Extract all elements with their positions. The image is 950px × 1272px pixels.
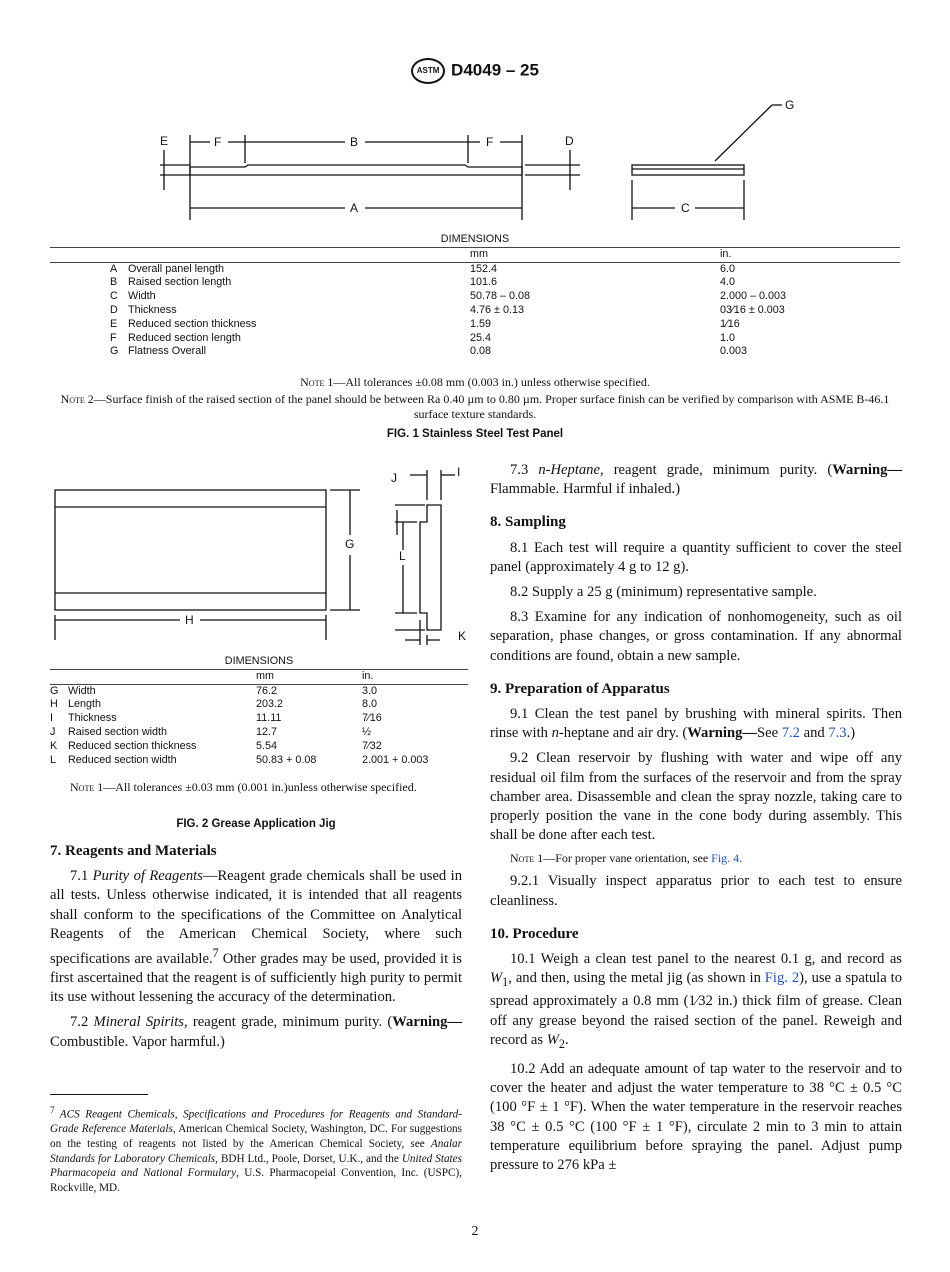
dimension-name: Width (128, 290, 156, 303)
value-in: 1.0 (720, 331, 736, 344)
dimension-name: Thickness (128, 303, 177, 316)
value-mm: 25.4 (470, 331, 492, 344)
text-run: —All tolerances ±0.03 mm (0.001 in.)unless otherwise specified. (103, 780, 417, 794)
text-run: , U.S. Pharmacopeial Convention, Inc. (USPC), Rockville, MD. (50, 1167, 462, 1194)
text-run: 9.2 Clean reservoir by flushing with water and wipe off any residual oil film from the surfaces of the reservoir and from the spray chamber area. Disassemble and clean the spray nozzle, taking care to properly position the vane in the cone body during assembly. This shall be done after each test. (490, 750, 902, 844)
value-mm: 203.2 (256, 698, 284, 711)
cross-reference-link[interactable]: 7.3 (828, 725, 847, 742)
text-run: 1 (502, 975, 509, 990)
value-mm: 76.2 (256, 684, 278, 697)
fig1-label: C (681, 201, 690, 215)
text-run: 7.1 (70, 868, 93, 885)
value-in: 4.0 (720, 276, 736, 289)
dimension-name: Reduced section length (128, 331, 241, 344)
text-run: —Surface finish of the raised section of the panel should be between Ra 0.40 µm to 0.80 µm. Proper surface finish can be verified by comparison with ASME B-46.1 surface texture standards. (93, 392, 890, 421)
fig2-caption: FIG. 2 Grease Application Jig (176, 818, 336, 830)
paragraph (50, 867, 462, 1007)
value-mm: 5.54 (256, 739, 278, 752)
fig1-note2 (50, 392, 900, 422)
text-run: . (564, 1031, 569, 1048)
value-mm: 50.78 – 0.08 (470, 290, 531, 303)
paragraph (490, 1060, 902, 1175)
fig2-drawing (45, 460, 475, 650)
text-run: 7.2 (70, 1014, 94, 1031)
dimension-name: Reduced section thickness (68, 739, 197, 752)
footnote-7 (50, 1104, 462, 1195)
footnote-rule (50, 1094, 148, 1095)
text-run: Purity of Reagents (92, 868, 203, 885)
text-run: 9.1 Clean the test panel by brushing with mineral spirits. Then rinse with (490, 706, 902, 742)
text-run: 8.3 Examine for any indication of nonhomogeneity, such as oil separation, phase changes, or gross contamination. If any abnormal conditions are found, obtain a new sample. (490, 609, 902, 664)
fig2-label: J (391, 471, 397, 485)
text-run: W (490, 970, 503, 987)
text-run: Analar Standards for Laboratory Chemicals (50, 1137, 462, 1165)
text-run: 9.2.1 Visually inspect apparatus prior to each test to ensure cleanliness. (490, 873, 902, 909)
dimension-name: Overall panel length (128, 262, 225, 275)
left-column (50, 842, 462, 1058)
value-in: 1⁄16 (720, 317, 740, 330)
dimension-row (50, 684, 468, 698)
unit-mm: mm (256, 669, 362, 684)
dimension-row (50, 698, 468, 712)
dimension-letter: B (110, 276, 118, 289)
dimension-row (50, 740, 468, 754)
fig1-drawing (150, 95, 810, 225)
value-in: ½ (362, 725, 372, 738)
dimension-letter: D (110, 303, 118, 316)
section-heading: 7. Reagents and Materials (50, 843, 217, 859)
value-mm: 50.83 + 0.08 (256, 753, 317, 766)
dimension-name: Reduced section thickness (128, 317, 257, 330)
text-run: and (799, 725, 829, 742)
dimension-row (50, 332, 900, 346)
paragraph (490, 461, 902, 499)
value-in: 0.003 (720, 345, 748, 358)
section-heading: 8. Sampling (490, 514, 566, 531)
dimension-row (50, 262, 900, 276)
paragraph (490, 950, 902, 1054)
cross-reference-link[interactable]: Fig. 4 (711, 851, 740, 866)
value-in: 2.000 – 0.003 (720, 290, 787, 303)
dimension-row (50, 712, 468, 726)
fig1-label: D (565, 134, 574, 148)
dimension-name: Width (68, 684, 96, 697)
text-run: 10.2 Add an adequate amount of tap water to the reservoir and to cover the heater and adjust the water temperature to 38 °C ± 0.5 °C (100 °F ± 1 °F). When the water temperature in the reservoir reaches 38 °C ± 0.5 °C (100 °F ± 1 °F), circulate 2 min to 3 min to attain temperature equilibrium before spraying the panel. Adjust pump pressure to 276 kPa ± (490, 1060, 902, 1173)
text-run: —Reagent grade chemicals shall be used in all tests. Unless otherwise indicated, it is intended that all reagents shall conform to the specifications of the Committee on Analytical Reagents of the American Chemical Society, where such specifications are available. (50, 868, 462, 967)
text-run: , and then, using the metal jig (as shown in (508, 970, 765, 987)
text-run: W (546, 1031, 559, 1048)
dimension-letter: G (110, 345, 119, 358)
fig2-label: G (345, 537, 355, 551)
value-mm: 12.7 (256, 725, 278, 738)
text-run: 8.2 Supply a 25 g (minimum) representative sample. (510, 584, 817, 601)
dimension-row (50, 276, 900, 290)
dimension-letter: I (50, 712, 53, 725)
value-mm: 101.6 (470, 276, 498, 289)
table-caption: DIMENSIONS (50, 233, 900, 247)
dimension-letter: C (110, 290, 118, 303)
fig1-label: G (785, 98, 795, 112)
designation: D4049 – 25 (451, 60, 539, 80)
fig2-label: H (185, 613, 194, 627)
text-run: —For proper vane orientation, see (543, 851, 712, 866)
cross-reference-link[interactable]: 7.2 (781, 725, 800, 742)
text-run: 7 (50, 1106, 60, 1116)
value-mm: 1.59 (470, 317, 492, 330)
fig2-note1 (50, 780, 462, 795)
text-run: Note 2 (60, 392, 94, 406)
fig1-label: E (160, 134, 169, 148)
value-in: 3.0 (362, 684, 378, 697)
dimension-letter: F (110, 331, 117, 344)
dimension-name: Raised section width (68, 725, 168, 738)
dimension-letter: E (110, 317, 118, 330)
dimension-letter: K (50, 739, 58, 752)
section-heading: 9. Preparation of Apparatus (490, 680, 670, 697)
text-run: Warning— (832, 462, 902, 478)
text-run: reagent grade, minimum purity. ( (187, 1014, 393, 1031)
fig1-label: F (214, 135, 222, 149)
dimension-row (50, 318, 900, 332)
value-mm: 4.76 ± 0.13 (470, 303, 524, 316)
paragraph (490, 539, 902, 577)
astm-logo: ASTM (411, 58, 445, 84)
paragraph (50, 1013, 462, 1051)
dimension-letter: G (50, 684, 59, 697)
text-run: . (739, 851, 743, 866)
dimension-row (50, 345, 900, 359)
text-run: —All tolerances ±0.08 mm (0.003 in.) unless otherwise specified. (333, 375, 650, 389)
paragraph (490, 872, 902, 910)
text-run: 2 (558, 1036, 565, 1051)
text-run: reagent grade, minimum purity. ( (603, 462, 833, 478)
text-run: 10.1 Weigh a clean test panel to the nearest 0.1 g, and record as (510, 951, 902, 968)
fig2-label: K (458, 629, 467, 643)
text-run: 7 (212, 946, 219, 961)
unit-in: in. (362, 669, 468, 684)
dimension-row (50, 726, 468, 740)
value-mm: 11.11 (256, 712, 282, 725)
fig1-note1 (0, 375, 950, 390)
dimension-letter: J (50, 725, 56, 738)
text-run: , BDH Ltd., Poole, Dorset, U.K., and the (215, 1152, 402, 1165)
text-run: 7.3 (510, 462, 539, 478)
fig2-dimensions-table (50, 655, 468, 767)
text-run: .) (846, 725, 856, 742)
text-run: n (551, 725, 559, 742)
dimension-row (50, 754, 468, 768)
page-number: 2 (471, 1224, 479, 1239)
text-run: ACS Reagent Chemicals, Specifications and Procedures for Reagents and Standard-Grade Reference Materials (50, 1108, 462, 1136)
fig1-label: F (486, 135, 494, 149)
fig1-caption: FIG. 1 Stainless Steel Test Panel (386, 428, 564, 440)
paragraph (490, 583, 902, 602)
text-run: ), use a spatula to spread approximately a 0.8 mm (1⁄32 in.) thick film of grease. Clean off any grease beyond the raised section of the panel. Reweigh and record as (490, 970, 902, 1048)
text-run: Warning— (687, 725, 757, 742)
dimension-row (50, 290, 900, 304)
dimension-name: Length (68, 698, 102, 711)
section-heading: 10. Procedure (490, 925, 579, 942)
dimension-name: Raised section length (128, 276, 232, 289)
text-run: Mineral Spirits, (93, 1014, 188, 1031)
text-run: Other grades may be used, provided it is first ascertained that the reagent is of sufficiently high purity to permit its use without lessening the accuracy of the determination. (50, 950, 462, 1006)
value-in: 6.0 (720, 262, 736, 275)
text-run: Flammable. Harmful if inhaled.) (490, 481, 681, 498)
fig2-label: I (457, 465, 461, 479)
value-mm: 0.08 (470, 345, 492, 358)
dimension-letter: L (50, 753, 57, 766)
text-run: United States Pharmacopeia and National Formulary (50, 1152, 462, 1180)
text-run: Note 1 (300, 375, 334, 389)
dimension-row (50, 304, 900, 318)
text-run: Note 1 (70, 780, 104, 794)
right-column (490, 461, 902, 1181)
paragraph (490, 608, 902, 666)
value-in: 8.0 (362, 698, 378, 711)
value-in: 7⁄16 (362, 712, 382, 725)
dimension-letter: H (50, 698, 58, 711)
dimension-name: Flatness Overall (128, 345, 207, 358)
value-in: 03⁄16 ± 0.003 (720, 303, 785, 316)
paragraph (490, 705, 902, 743)
text-run: n-Heptane, (538, 462, 604, 478)
dimension-name: Thickness (68, 712, 117, 725)
fig2-label: L (399, 549, 406, 563)
value-in: 2.001 + 0.003 (362, 753, 429, 766)
note-paragraph (490, 851, 902, 866)
dimension-name: Reduced section width (68, 753, 177, 766)
header (0, 58, 950, 84)
text-run: Note 1 (510, 851, 544, 866)
unit-in: in. (720, 247, 900, 262)
value-mm: 152.4 (470, 262, 498, 275)
fig1-label: A (350, 201, 359, 215)
dimension-letter: A (110, 262, 118, 275)
text-run: 8.1 Each test will require a quantity sufficient to cover the steel panel (approximately 4 g to 12 g). (490, 539, 902, 575)
text-run: See (756, 725, 782, 742)
text-run: Warning— (392, 1014, 463, 1031)
unit-mm: mm (470, 247, 720, 262)
text-run: Combustible. Vapor harmful.) (50, 1033, 225, 1050)
paragraph (490, 749, 902, 845)
text-run: , American Chemical Society, Washington, DC. For suggestions on the testing of reagents not listed by the American Chemical Society, see (50, 1123, 462, 1150)
value-in: 7⁄32 (362, 739, 382, 752)
text-run: -heptane and air dry. ( (558, 725, 688, 742)
fig1-label: B (350, 135, 359, 149)
table-caption: DIMENSIONS (50, 655, 468, 669)
fig1-dimensions-table (50, 233, 900, 359)
cross-reference-link[interactable]: Fig. 2 (764, 970, 800, 987)
